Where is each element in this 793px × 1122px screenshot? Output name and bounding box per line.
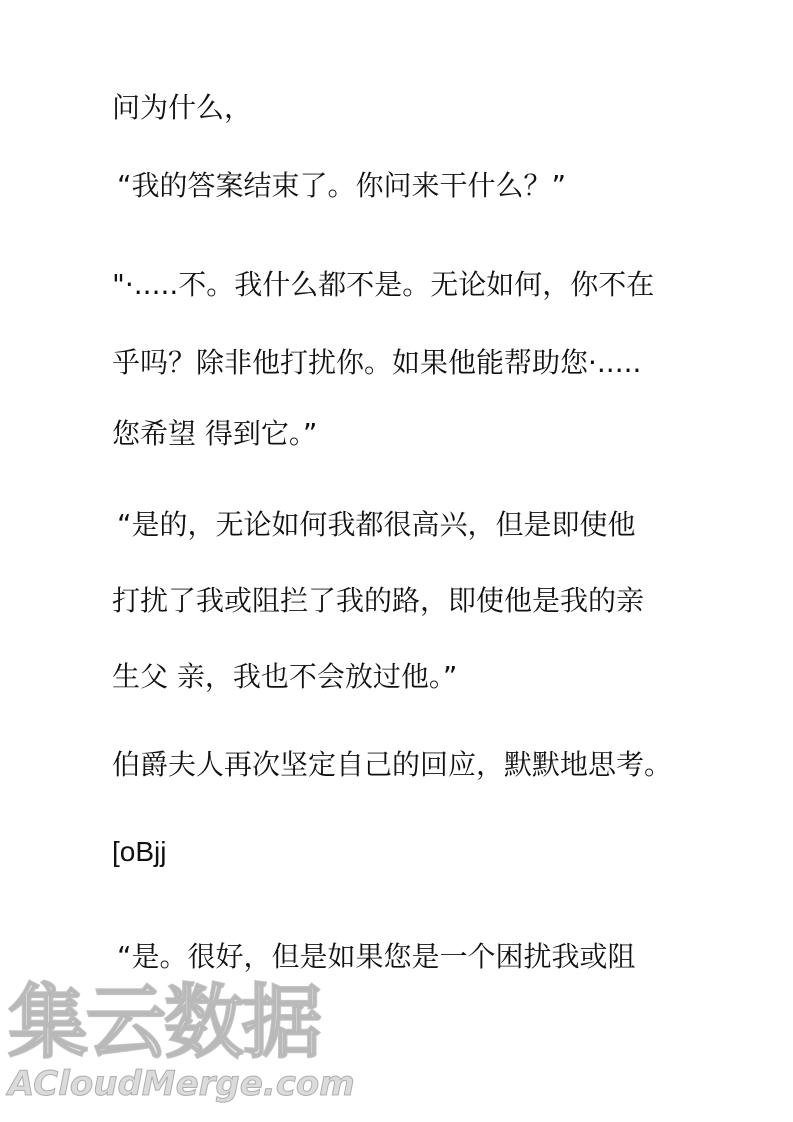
text-line: 生父 亲，我也不会放过他。” — [112, 660, 458, 693]
text-line: "·.....不。我什么都不是。无论如何，你不在 — [112, 268, 655, 301]
text-line: 您希望 得到它。” — [112, 417, 318, 450]
watermark-logo — [8, 978, 388, 1113]
text-line: 问为什么， — [112, 91, 253, 124]
text-line: [oBjj — [112, 836, 167, 867]
text-line: “我的答案结束了。你问来干什么？” — [117, 169, 567, 202]
watermark-title: 集云数据 — [8, 976, 320, 1069]
text-line: 打扰了我或阻拦了我的路，即使他是我的亲 — [112, 584, 645, 617]
text-line: “是。很好，但是如果您是一个困扰我或阻 — [117, 940, 636, 973]
text-line: 乎吗？除非他打扰你。如果他能帮助您·..... — [112, 346, 642, 379]
text-line: 伯爵夫人再次坚定自己的回应，默默地思考。 — [112, 748, 673, 781]
watermark-subtitle: ACloudMerge.com — [8, 1064, 355, 1104]
text-line: “是的，无论如何我都很高兴，但是即使他 — [117, 508, 636, 541]
